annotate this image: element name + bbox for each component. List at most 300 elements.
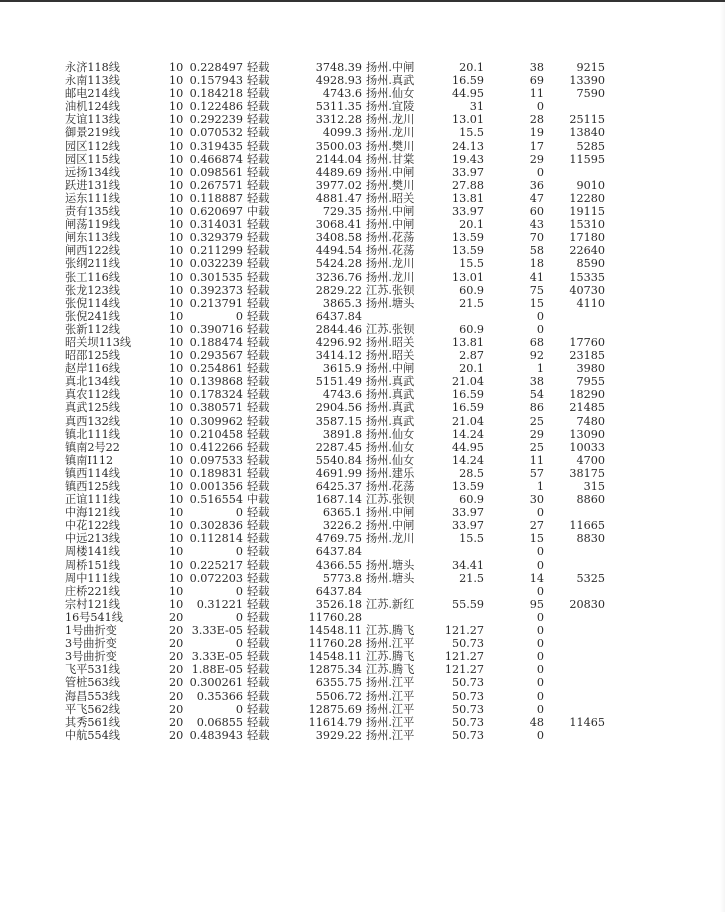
voltage-cell: 10 bbox=[169, 152, 184, 166]
count-cell: 0 bbox=[536, 584, 544, 598]
count-cell: 0 bbox=[536, 610, 544, 624]
distance-cell: 60.9 bbox=[459, 493, 484, 507]
load-type-cell: 轻载 bbox=[247, 637, 270, 651]
substation-cell: 扬州.宜陵 bbox=[366, 100, 415, 114]
load-type-cell: 轻载 bbox=[247, 414, 270, 428]
line-name-cell: 1号曲折变 bbox=[65, 624, 117, 638]
substation-cell: 扬州.江平 bbox=[366, 728, 415, 742]
table-row bbox=[0, 87, 725, 100]
table-row bbox=[0, 218, 725, 231]
voltage-cell: 10 bbox=[169, 309, 184, 323]
distance-cell: 27.88 bbox=[451, 178, 484, 192]
voltage-cell: 10 bbox=[169, 257, 184, 271]
load-ratio-cell: 0.098561 bbox=[189, 165, 243, 179]
substation-cell: 扬州.樊川 bbox=[366, 178, 415, 192]
load-type-cell: 轻载 bbox=[247, 283, 270, 297]
count-cell: 0 bbox=[536, 309, 544, 323]
distance-cell: 16.59 bbox=[451, 74, 484, 88]
table-row bbox=[0, 506, 725, 519]
count-cell: 38 bbox=[529, 61, 544, 74]
substation-cell: 扬州.中闸 bbox=[366, 506, 415, 520]
load-ratio-cell: 0.483943 bbox=[189, 728, 243, 742]
voltage-cell: 10 bbox=[169, 506, 184, 520]
load-ratio-cell: 0.001356 bbox=[189, 480, 243, 493]
substation-cell: 扬州.塘头 bbox=[366, 571, 415, 585]
load-ratio-cell: 0 bbox=[235, 610, 243, 624]
line-name-cell: 昭邵125线 bbox=[65, 349, 120, 363]
distance-cell: 21.5 bbox=[459, 296, 484, 310]
line-name-cell: 张纲211线 bbox=[65, 257, 120, 271]
load-ratio-cell: 0.188474 bbox=[189, 335, 243, 349]
capacity-cell: 22640 bbox=[569, 244, 605, 258]
distance-cell: 14.24 bbox=[451, 427, 484, 441]
load-ratio-cell: 1.88E-05 bbox=[191, 663, 243, 677]
distance-cell: 19.43 bbox=[451, 152, 484, 166]
substation-cell: 扬州.中闸 bbox=[366, 205, 415, 219]
voltage-cell: 10 bbox=[169, 231, 184, 245]
table-row bbox=[0, 113, 725, 126]
table-row bbox=[0, 297, 725, 310]
voltage-cell: 20 bbox=[169, 610, 184, 624]
substation-cell: 扬州.昭关 bbox=[366, 349, 415, 363]
distance-cell: 44.95 bbox=[451, 87, 484, 101]
substation-cell: 扬州.塘头 bbox=[366, 296, 415, 310]
line-name-cell: 3号曲折变 bbox=[65, 650, 117, 664]
voltage-cell: 10 bbox=[169, 205, 184, 219]
count-cell: 58 bbox=[529, 244, 544, 258]
load-type-cell: 轻载 bbox=[247, 178, 270, 192]
load-type-cell: 轻载 bbox=[247, 597, 270, 611]
length-cell: 729.35 bbox=[322, 205, 362, 219]
table-row bbox=[0, 74, 725, 87]
count-cell: 29 bbox=[529, 427, 544, 441]
load-ratio-cell: 0.178324 bbox=[189, 388, 243, 402]
table-row bbox=[0, 559, 725, 572]
length-cell: 5540.84 bbox=[315, 453, 362, 467]
load-ratio-cell: 0.301535 bbox=[189, 270, 243, 284]
line-name-cell: 跃进131线 bbox=[65, 178, 120, 192]
line-name-cell: 昭关坝113线 bbox=[65, 335, 132, 349]
load-type-cell: 轻载 bbox=[247, 309, 270, 323]
length-cell: 3615.9 bbox=[322, 362, 362, 376]
distance-cell: 13.01 bbox=[451, 113, 484, 127]
distance-cell: 50.73 bbox=[451, 689, 484, 703]
table-row bbox=[0, 598, 725, 611]
substation-cell: 扬州.花荡 bbox=[366, 480, 415, 493]
load-type-cell: 轻载 bbox=[247, 139, 270, 153]
line-name-cell: 其秀561线 bbox=[65, 715, 120, 729]
load-type-cell: 轻载 bbox=[247, 676, 270, 690]
capacity-cell: 21485 bbox=[569, 401, 605, 415]
voltage-cell: 20 bbox=[169, 663, 184, 677]
distance-cell: 16.59 bbox=[451, 401, 484, 415]
distance-cell: 34.41 bbox=[451, 558, 484, 572]
capacity-cell: 40730 bbox=[569, 283, 605, 297]
voltage-cell: 10 bbox=[169, 584, 184, 598]
voltage-cell: 10 bbox=[169, 480, 184, 493]
load-ratio-cell: 0 bbox=[235, 584, 243, 598]
capacity-cell: 7955 bbox=[576, 375, 605, 389]
voltage-cell: 10 bbox=[169, 218, 184, 232]
table-row bbox=[0, 257, 725, 270]
line-name-cell: 张新112线 bbox=[65, 322, 120, 336]
load-type-cell: 轻载 bbox=[247, 322, 270, 336]
length-cell: 3526.18 bbox=[315, 597, 362, 611]
table-row bbox=[0, 244, 725, 257]
load-type-cell: 轻载 bbox=[247, 231, 270, 245]
voltage-cell: 10 bbox=[169, 427, 184, 441]
length-cell: 3977.02 bbox=[315, 178, 362, 192]
line-name-cell: 中海121线 bbox=[65, 506, 120, 520]
capacity-cell: 8860 bbox=[576, 493, 605, 507]
distance-cell: 121.27 bbox=[444, 650, 484, 664]
count-cell: 15 bbox=[529, 532, 544, 546]
line-name-cell: 镇西114线 bbox=[65, 466, 120, 480]
load-type-cell: 轻载 bbox=[247, 480, 270, 493]
table-row bbox=[0, 585, 725, 598]
load-ratio-cell: 0.293567 bbox=[189, 349, 243, 363]
load-ratio-cell: 0 bbox=[235, 545, 243, 559]
distance-cell: 13.59 bbox=[451, 244, 484, 258]
voltage-cell: 10 bbox=[169, 270, 184, 284]
length-cell: 11614.79 bbox=[308, 715, 362, 729]
table-row bbox=[0, 231, 725, 244]
table-row bbox=[0, 271, 725, 284]
voltage-cell: 20 bbox=[169, 728, 184, 742]
length-cell: 4099.3 bbox=[322, 126, 362, 140]
distance-cell: 31 bbox=[469, 100, 484, 114]
count-cell: 60 bbox=[529, 205, 544, 219]
substation-cell: 扬州.龙川 bbox=[366, 257, 415, 271]
voltage-cell: 10 bbox=[169, 545, 184, 559]
table-row bbox=[0, 519, 725, 532]
voltage-cell: 10 bbox=[169, 362, 184, 376]
load-type-cell: 中载 bbox=[247, 493, 270, 507]
load-ratio-cell: 0.225217 bbox=[189, 558, 243, 572]
length-cell: 12875.34 bbox=[308, 663, 362, 677]
length-cell: 3414.12 bbox=[315, 349, 362, 363]
table-row bbox=[0, 729, 725, 742]
length-cell: 2904.56 bbox=[315, 401, 362, 415]
load-ratio-cell: 0.267571 bbox=[189, 178, 243, 192]
count-cell: 0 bbox=[536, 676, 544, 690]
table-row bbox=[0, 467, 725, 480]
substation-cell: 扬州.中闸 bbox=[366, 519, 415, 533]
capacity-cell: 10033 bbox=[569, 440, 605, 454]
line-name-cell: 正谊111线 bbox=[65, 493, 120, 507]
substation-cell: 扬州.真武 bbox=[366, 74, 415, 88]
length-cell: 6355.75 bbox=[315, 676, 362, 690]
voltage-cell: 10 bbox=[169, 466, 184, 480]
load-type-cell: 轻载 bbox=[247, 506, 270, 520]
table-row bbox=[0, 532, 725, 545]
table-row bbox=[0, 375, 725, 388]
table-row bbox=[0, 401, 725, 414]
voltage-cell: 10 bbox=[169, 453, 184, 467]
load-type-cell: 轻载 bbox=[247, 218, 270, 232]
line-name-cell: 张倪241线 bbox=[65, 309, 120, 323]
capacity-cell: 15335 bbox=[569, 270, 605, 284]
count-cell: 0 bbox=[536, 702, 544, 716]
load-type-cell: 中载 bbox=[247, 205, 270, 219]
capacity-cell: 4110 bbox=[576, 296, 605, 310]
load-ratio-cell: 0.516554 bbox=[189, 493, 243, 507]
distance-cell: 44.95 bbox=[451, 440, 484, 454]
load-type-cell: 轻载 bbox=[247, 165, 270, 179]
voltage-cell: 20 bbox=[169, 637, 184, 651]
count-cell: 70 bbox=[529, 231, 544, 245]
length-cell: 3865.3 bbox=[322, 296, 362, 310]
count-cell: 0 bbox=[536, 165, 544, 179]
distance-cell: 13.01 bbox=[451, 270, 484, 284]
substation-cell: 扬州.龙川 bbox=[366, 113, 415, 127]
count-cell: 43 bbox=[529, 218, 544, 232]
length-cell: 2844.46 bbox=[315, 322, 362, 336]
length-cell: 4691.99 bbox=[315, 466, 362, 480]
length-cell: 12875.69 bbox=[308, 702, 362, 716]
line-name-cell: 赵岸116线 bbox=[65, 362, 120, 376]
count-cell: 0 bbox=[536, 506, 544, 520]
load-type-cell: 轻载 bbox=[247, 349, 270, 363]
table-row bbox=[0, 572, 725, 585]
distance-cell: 13.81 bbox=[451, 335, 484, 349]
load-ratio-cell: 0.302836 bbox=[189, 519, 243, 533]
load-type-cell: 轻载 bbox=[247, 61, 270, 74]
substation-cell: 扬州.樊川 bbox=[366, 139, 415, 153]
line-name-cell: 闸东113线 bbox=[65, 231, 120, 245]
load-type-cell: 轻载 bbox=[247, 401, 270, 415]
line-name-cell: 16号541线 bbox=[65, 610, 123, 624]
voltage-cell: 10 bbox=[169, 61, 184, 74]
table-row bbox=[0, 179, 725, 192]
voltage-cell: 20 bbox=[169, 702, 184, 716]
voltage-cell: 10 bbox=[169, 519, 184, 533]
voltage-cell: 20 bbox=[169, 715, 184, 729]
count-cell: 0 bbox=[536, 637, 544, 651]
substation-cell: 扬州.江平 bbox=[366, 676, 415, 690]
line-name-cell: 责有135线 bbox=[65, 205, 120, 219]
count-cell: 11 bbox=[529, 87, 544, 101]
substation-cell: 扬州.塘头 bbox=[366, 558, 415, 572]
table-row bbox=[0, 663, 725, 676]
table-row bbox=[0, 205, 725, 218]
load-type-cell: 轻载 bbox=[247, 624, 270, 638]
length-cell: 11760.28 bbox=[308, 610, 362, 624]
length-cell: 4366.55 bbox=[315, 558, 362, 572]
line-name-cell: 真农112线 bbox=[65, 388, 120, 402]
load-ratio-cell: 0 bbox=[235, 506, 243, 520]
capacity-cell: 13090 bbox=[569, 427, 605, 441]
line-name-cell: 闸西122线 bbox=[65, 244, 120, 258]
voltage-cell: 10 bbox=[169, 558, 184, 572]
distance-cell: 21.04 bbox=[451, 414, 484, 428]
count-cell: 41 bbox=[529, 270, 544, 284]
length-cell: 2287.45 bbox=[315, 440, 362, 454]
voltage-cell: 10 bbox=[169, 322, 184, 336]
load-type-cell: 轻载 bbox=[247, 728, 270, 742]
load-ratio-cell: 0.466874 bbox=[189, 152, 243, 166]
load-type-cell: 轻载 bbox=[247, 571, 270, 585]
substation-cell: 江苏.张钡 bbox=[366, 493, 415, 507]
load-ratio-cell: 0.139868 bbox=[189, 375, 243, 389]
load-ratio-cell: 0.314031 bbox=[189, 218, 243, 232]
table-row bbox=[0, 493, 725, 506]
load-type-cell: 轻载 bbox=[247, 100, 270, 114]
voltage-cell: 10 bbox=[169, 414, 184, 428]
table-row bbox=[0, 310, 725, 323]
load-ratio-cell: 0.620697 bbox=[189, 205, 243, 219]
length-cell: 3236.76 bbox=[315, 270, 362, 284]
capacity-cell: 38175 bbox=[569, 466, 605, 480]
substation-cell: 江苏.腾飞 bbox=[366, 663, 415, 677]
load-ratio-cell: 0.184218 bbox=[189, 87, 243, 101]
length-cell: 11760.28 bbox=[308, 637, 362, 651]
length-cell: 3408.58 bbox=[315, 231, 362, 245]
distance-cell: 16.59 bbox=[451, 388, 484, 402]
voltage-cell: 10 bbox=[169, 191, 184, 205]
load-type-cell: 轻载 bbox=[247, 466, 270, 480]
length-cell: 5424.28 bbox=[315, 257, 362, 271]
count-cell: 14 bbox=[529, 571, 544, 585]
line-name-cell: 园区112线 bbox=[65, 139, 120, 153]
load-ratio-cell: 0 bbox=[235, 702, 243, 716]
table-row bbox=[0, 650, 725, 663]
capacity-cell: 25115 bbox=[569, 113, 605, 127]
table-row bbox=[0, 126, 725, 139]
voltage-cell: 10 bbox=[169, 296, 184, 310]
length-cell: 4928.93 bbox=[315, 74, 362, 88]
count-cell: 1 bbox=[536, 362, 544, 376]
substation-cell: 江苏.新红 bbox=[366, 597, 415, 611]
voltage-cell: 10 bbox=[169, 178, 184, 192]
length-cell: 5311.35 bbox=[315, 100, 362, 114]
load-type-cell: 轻载 bbox=[247, 244, 270, 258]
distance-cell: 33.97 bbox=[451, 506, 484, 520]
substation-cell: 扬州.仙女 bbox=[366, 427, 415, 441]
substation-cell: 江苏.张钡 bbox=[366, 322, 415, 336]
table-row bbox=[0, 61, 725, 74]
capacity-cell: 4700 bbox=[576, 453, 605, 467]
length-cell: 4494.54 bbox=[315, 244, 362, 258]
load-type-cell: 轻载 bbox=[247, 388, 270, 402]
load-ratio-cell: 0.228497 bbox=[189, 61, 243, 74]
load-type-cell: 轻载 bbox=[247, 584, 270, 598]
capacity-cell: 8830 bbox=[576, 532, 605, 546]
load-ratio-cell: 0.319435 bbox=[189, 139, 243, 153]
table-row bbox=[0, 323, 725, 336]
line-name-cell: 真北134线 bbox=[65, 375, 120, 389]
length-cell: 4489.69 bbox=[315, 165, 362, 179]
voltage-cell: 10 bbox=[169, 401, 184, 415]
length-cell: 14548.11 bbox=[308, 624, 362, 638]
load-ratio-cell: 0.380571 bbox=[189, 401, 243, 415]
table-row bbox=[0, 676, 725, 689]
length-cell: 3587.15 bbox=[315, 414, 362, 428]
line-name-cell: 永南113线 bbox=[65, 74, 120, 88]
count-cell: 25 bbox=[529, 440, 544, 454]
distance-cell: 20.1 bbox=[459, 61, 484, 74]
load-ratio-cell: 0.412266 bbox=[189, 440, 243, 454]
voltage-cell: 10 bbox=[169, 113, 184, 127]
length-cell: 6437.84 bbox=[315, 309, 362, 323]
substation-cell: 扬州.真武 bbox=[366, 414, 415, 428]
line-name-cell: 远扬134线 bbox=[65, 165, 120, 179]
load-type-cell: 轻载 bbox=[247, 87, 270, 101]
line-name-cell: 中花122线 bbox=[65, 519, 120, 533]
count-cell: 15 bbox=[529, 296, 544, 310]
count-cell: 0 bbox=[536, 624, 544, 638]
substation-cell: 扬州.昭关 bbox=[366, 335, 415, 349]
capacity-cell: 20830 bbox=[569, 597, 605, 611]
distance-cell: 2.87 bbox=[459, 349, 484, 363]
line-name-cell: 海昌553线 bbox=[65, 689, 120, 703]
substation-cell: 扬州.江平 bbox=[366, 637, 415, 651]
capacity-cell: 7590 bbox=[576, 87, 605, 101]
load-ratio-cell: 0.157943 bbox=[189, 74, 243, 88]
length-cell: 3312.28 bbox=[315, 113, 362, 127]
voltage-cell: 20 bbox=[169, 650, 184, 664]
line-name-cell: 周楼141线 bbox=[65, 545, 120, 559]
load-type-cell: 轻载 bbox=[247, 689, 270, 703]
line-name-cell: 镇南2号22 bbox=[65, 440, 120, 454]
distance-cell: 50.73 bbox=[451, 637, 484, 651]
count-cell: 68 bbox=[529, 335, 544, 349]
line-name-cell: 园区115线 bbox=[65, 152, 120, 166]
table-row bbox=[0, 690, 725, 703]
load-ratio-cell: 0.112814 bbox=[189, 532, 243, 546]
substation-cell: 扬州.甘棠 bbox=[366, 152, 415, 166]
table-row bbox=[0, 192, 725, 205]
table-row bbox=[0, 703, 725, 716]
count-cell: 36 bbox=[529, 178, 544, 192]
spreadsheet-page bbox=[0, 61, 725, 742]
substation-cell: 扬州.仙女 bbox=[366, 453, 415, 467]
substation-cell: 扬州.昭关 bbox=[366, 191, 415, 205]
distance-cell: 20.1 bbox=[459, 362, 484, 376]
length-cell: 4769.75 bbox=[315, 532, 362, 546]
distance-cell: 121.27 bbox=[444, 624, 484, 638]
load-type-cell: 轻载 bbox=[247, 335, 270, 349]
line-name-cell: 中航554线 bbox=[65, 728, 120, 742]
capacity-cell: 5285 bbox=[576, 139, 605, 153]
voltage-cell: 20 bbox=[169, 624, 184, 638]
substation-cell: 扬州.仙女 bbox=[366, 440, 415, 454]
line-name-cell: 周中111线 bbox=[65, 571, 120, 585]
count-cell: 92 bbox=[529, 349, 544, 363]
load-ratio-cell: 3.33E-05 bbox=[191, 624, 243, 638]
load-ratio-cell: 3.33E-05 bbox=[191, 650, 243, 664]
line-name-cell: 管桩563线 bbox=[65, 676, 120, 690]
load-type-cell: 轻载 bbox=[247, 152, 270, 166]
length-cell: 3226.2 bbox=[322, 519, 362, 533]
table-row bbox=[0, 100, 725, 113]
substation-cell: 扬州.龙川 bbox=[366, 532, 415, 546]
load-ratio-cell: 0.072203 bbox=[189, 571, 243, 585]
capacity-cell: 23185 bbox=[569, 349, 605, 363]
table-row bbox=[0, 140, 725, 153]
line-name-cell: 张倪114线 bbox=[65, 296, 120, 310]
count-cell: 38 bbox=[529, 375, 544, 389]
line-name-cell: 运东111线 bbox=[65, 191, 120, 205]
capacity-cell: 9215 bbox=[576, 61, 605, 74]
line-name-cell: 周桥151线 bbox=[65, 558, 120, 572]
load-type-cell: 轻载 bbox=[247, 545, 270, 559]
distance-cell: 33.97 bbox=[451, 165, 484, 179]
load-type-cell: 轻载 bbox=[247, 74, 270, 88]
load-ratio-cell: 0.122486 bbox=[189, 100, 243, 114]
top-border bbox=[0, 0, 725, 2]
voltage-cell: 10 bbox=[169, 100, 184, 114]
